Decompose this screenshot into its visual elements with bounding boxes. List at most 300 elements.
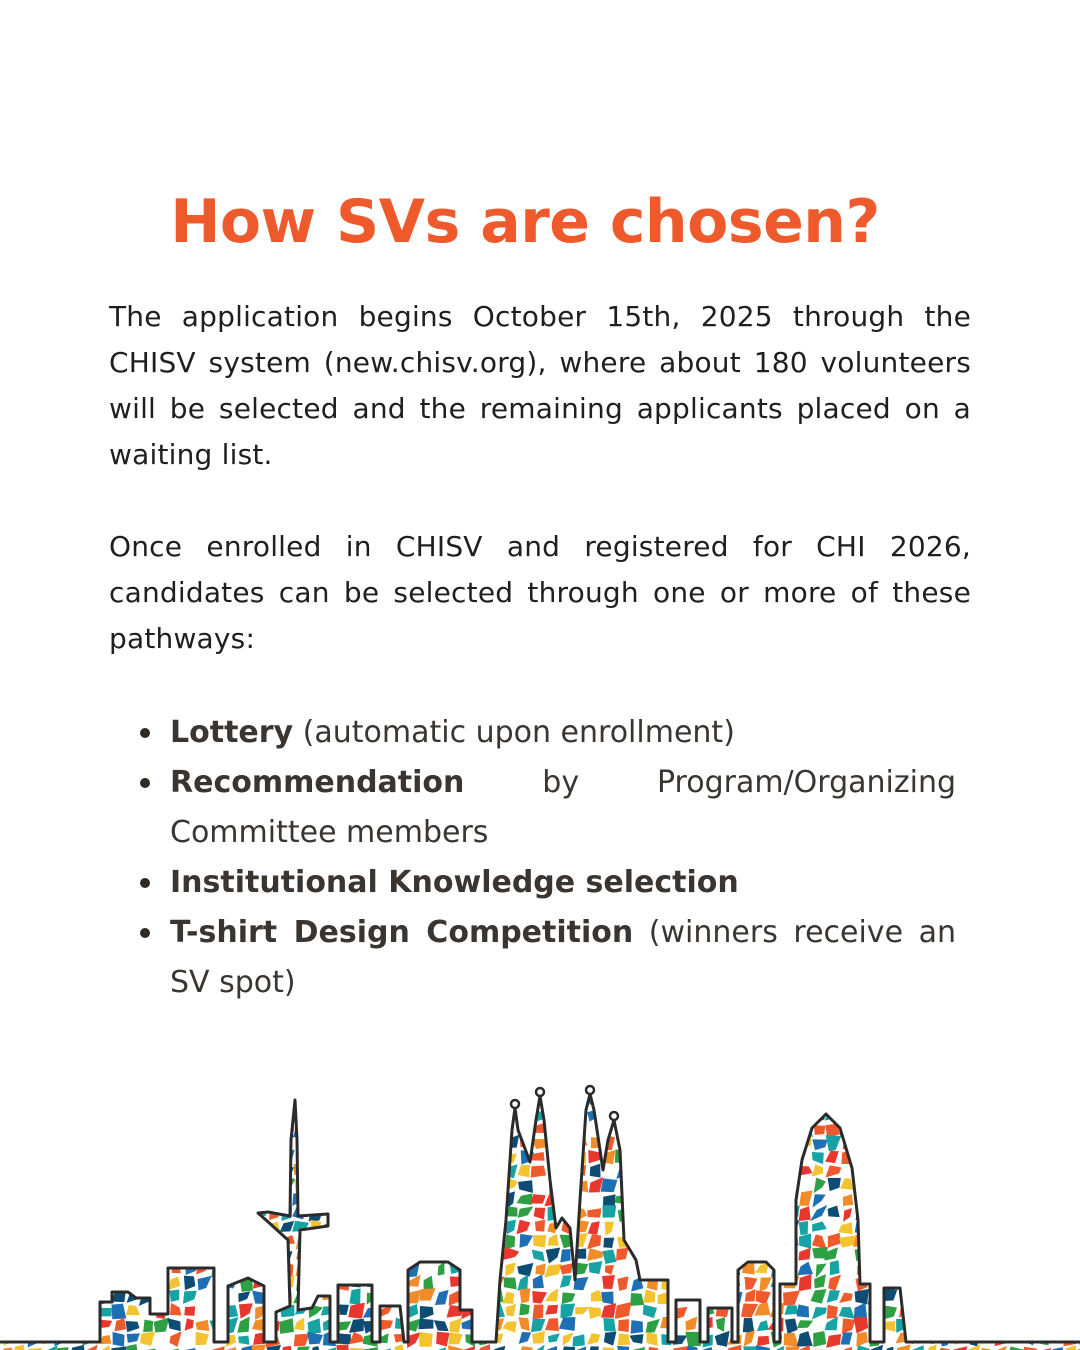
mosaic-tile [994,1304,1010,1318]
mosaic-tile [339,1176,349,1191]
mosaic-tile [156,1080,167,1095]
mosaic-tile [238,1191,249,1203]
mosaic-tile [42,1139,54,1149]
mosaic-tile [40,1192,54,1207]
mosaic-tile [223,1191,238,1204]
mosaic-tile [1035,1192,1049,1207]
mosaic-tile [672,1261,688,1275]
mosaic-tile [306,1247,319,1263]
mosaic-tile [56,1093,69,1110]
mosaic-tile [55,1121,70,1134]
mosaic-tile [953,1280,966,1288]
mosaic-tile [856,1149,867,1164]
mosaic-tile [491,1205,502,1221]
mosaic-tile [783,1108,796,1123]
mosaic-tile [419,1194,432,1205]
mosaic-tile [436,1177,448,1192]
mosaic-tile [997,1221,1009,1231]
mosaic-tile [940,1304,953,1316]
mosaic-tile [1007,1208,1021,1221]
mosaic-tile [40,1236,56,1247]
mosaic-tile [336,1234,347,1248]
mosaic-tile [251,1248,266,1261]
mosaic-tile [756,1248,767,1262]
mosaic-tile [268,1153,276,1165]
mosaic-tile [476,1208,491,1221]
mosaic-tile [870,1107,881,1121]
mosaic-tile [433,1094,450,1105]
mosaic-tile [396,1150,407,1165]
mosaic-tile [224,1166,236,1176]
mosaic-tile [699,1164,713,1179]
mosaic-tile [882,1136,895,1148]
mosaic-tile [969,1332,980,1346]
mosaic-tile [0,1263,14,1274]
mosaic-tile [1037,1303,1049,1315]
mosaic-tile [548,1135,561,1148]
mosaic-tile [349,1135,362,1150]
mosaic-tile [1076,1094,1080,1105]
mosaic-tile [54,1316,70,1333]
mosaic-tile [85,1305,99,1319]
mosaic-tile [348,1153,361,1161]
mosaic-tile [116,1137,126,1151]
mosaic-tile [925,1263,939,1276]
mosaic-tile [68,1149,82,1162]
mosaic-tile [926,1134,939,1148]
mosaic-tile [996,1177,1006,1192]
mosaic-tile [181,1093,195,1109]
mosaic-tile [548,1080,560,1095]
mosaic-tile [349,1218,361,1233]
mosaic-tile [167,1178,182,1190]
mosaic-tile [1049,1107,1065,1122]
mosaic-tile [377,1164,394,1180]
mosaic-tile [266,1135,280,1149]
mosaic-tile [783,1082,799,1094]
mosaic-tile [955,1150,964,1161]
mosaic-tile [898,1262,909,1277]
mosaic-tile [912,1278,924,1291]
mosaic-tile [885,1108,895,1120]
mosaic-tile [364,1179,374,1193]
mosaic-tile [336,1092,350,1105]
mosaic-tile [967,1177,978,1193]
mosaic-tile [368,1123,380,1136]
list-item [140,758,956,858]
mosaic-tile [167,1234,182,1248]
mosaic-tile [796,1080,813,1095]
mosaic-tile [265,1195,277,1207]
mosaic-tile [521,1095,531,1110]
mosaic-tile [252,1234,267,1247]
mosaic-tile [1021,1096,1035,1109]
mosaic-tile [323,1178,335,1190]
mosaic-tile [953,1109,968,1120]
mosaic-tile [952,1264,965,1276]
mosaic-tile [882,1181,895,1192]
mosaic-tile [126,1205,142,1219]
mosaic-tile [829,1082,841,1096]
mosaic-tile [155,1193,169,1206]
mosaic-tile [995,1151,1005,1162]
mosaic-tile [1050,1093,1063,1107]
mosaic-tile [1022,1305,1036,1319]
mosaic-tile [322,1192,335,1205]
mosaic-tile [1036,1291,1048,1305]
mosaic-tile [631,1320,643,1334]
mosaic-tile [897,1221,911,1233]
mosaic-tile [965,1306,980,1318]
mosaic-tile [154,1092,166,1109]
mosaic-tile [98,1081,113,1095]
mosaic-tile [489,1109,501,1121]
mosaic-tile [966,1080,977,1094]
mosaic-tile [170,1192,182,1206]
mosaic-tile [85,1275,99,1290]
mosaic-tile [968,1291,981,1305]
mosaic-tile [475,1247,491,1261]
mosaic-tile [153,1109,168,1120]
mosaic-tile [363,1261,375,1274]
mosaic-tile [686,1248,697,1262]
mosaic-tile [168,1080,180,1094]
mosaic-tile [727,1292,743,1303]
mosaic-tile [465,1233,475,1244]
mosaic-tile [448,1151,463,1164]
mosaic-tile [1008,1179,1023,1194]
mosaic-tile [1049,1274,1065,1289]
mosaic-tile [27,1134,39,1150]
mosaic-tile [1007,1167,1020,1178]
mosaic-tile [437,1235,447,1248]
mosaic-tile [59,1261,68,1276]
mosaic-tile [181,1221,197,1234]
mosaic-tile [1021,1275,1035,1291]
mosaic-tile [265,1290,279,1304]
mosaic-tile [493,1125,505,1134]
mosaic-tile [3,1137,16,1151]
mosaic-tile [418,1319,433,1330]
mosaic-tile [363,1096,379,1108]
mosaic-tile [0,1292,15,1303]
mosaic-tile [1067,1208,1078,1222]
mosaic-tile [951,1194,964,1206]
mosaic-tile [155,1261,167,1276]
mosaic-tile [685,1122,701,1135]
mosaic-tile [769,1095,784,1109]
mosaic-tile [727,1224,741,1231]
mosaic-tile [407,1093,420,1105]
mosaic-tile [222,1178,234,1190]
mosaic-tile [448,1247,458,1260]
mosaic-tile [56,1246,68,1263]
mosaic-tile [82,1290,98,1304]
mosaic-tile [926,1290,934,1305]
mosaic-tile [1067,1220,1078,1235]
mosaic-tile [699,1134,714,1150]
mosaic-tile [226,1219,235,1235]
mosaic-tile [405,1208,420,1221]
mosaic-tile [619,1138,632,1149]
mosaic-tile [212,1151,224,1166]
mosaic-tile [685,1135,700,1150]
mosaic-tile [309,1107,323,1121]
mosaic-tile [139,1149,154,1160]
mosaic-tile [940,1235,954,1247]
mosaic-tile [909,1191,924,1206]
list-item [140,908,956,1008]
mosaic-tile [656,1208,671,1219]
mosaic-tile [476,1109,489,1120]
mosaic-tile [982,1109,992,1119]
mosaic-tile [125,1279,140,1292]
mosaic-tile [349,1097,364,1107]
mosaic-tile [476,1148,492,1164]
mosaic-tile [56,1177,69,1191]
mosaic-tile [128,1136,139,1151]
mosaic-tile [980,1122,993,1138]
mosaic-tile [994,1140,1008,1150]
mosaic-tile [110,1096,126,1108]
mosaic-tile [59,1108,67,1123]
mosaic-tile [197,1236,207,1249]
mosaic-tile [226,1137,239,1150]
spire-tip-icon [586,1086,594,1094]
mosaic-tile [631,1150,645,1164]
mosaic-tile [0,1192,14,1207]
mosaic-tile [674,1193,687,1204]
mosaic-tile [181,1179,195,1193]
mosaic-tile [269,1120,280,1132]
mosaic-tile [1006,1122,1023,1135]
mosaic-tile [965,1276,981,1292]
mosaic-tile [71,1306,82,1316]
mosaic-tile [954,1292,966,1304]
mosaic-tile [896,1209,911,1220]
mosaic-tile [898,1093,907,1109]
mosaic-tile [964,1233,980,1250]
mosaic-tile [741,1162,753,1178]
mosaic-tile [980,1261,992,1276]
mosaic-tile [365,1235,377,1247]
mosaic-tile [1023,1180,1037,1192]
mosaic-tile [30,1205,41,1221]
mosaic-tile [129,1108,137,1120]
mosaic-tile [1,1246,15,1263]
mosaic-tile [376,1122,389,1134]
mosaic-tile [1023,1234,1037,1248]
mosaic-tile [814,1125,825,1135]
mosaic-tile [629,1080,644,1093]
mosaic-tile [99,1264,112,1275]
mosaic-tile [28,1164,41,1176]
mosaic-tile [1064,1093,1077,1105]
mosaic-tile [167,1165,180,1177]
mosaic-tile [153,1150,168,1161]
mosaic-tile [254,1261,265,1275]
mosaic-tile [754,1178,769,1190]
mosaic-tile [783,1136,799,1151]
mosaic-tile [434,1109,446,1121]
mosaic-tile [757,1192,768,1204]
mosaic-tile [1021,1192,1035,1204]
mosaic-tile [629,1195,644,1206]
mosaic-tile [268,1275,282,1291]
mosaic-tile [294,1164,306,1175]
mosaic-tile [139,1193,152,1207]
mosaic-tile [1064,1107,1076,1123]
mosaic-tile [377,1149,391,1162]
mosaic-tile [195,1251,210,1262]
mosaic-tile [239,1136,251,1148]
mosaic-tile [83,1166,96,1179]
mosaic-tile [643,1177,658,1192]
mosaic-tile [27,1190,40,1204]
mosaic-tile [913,1080,923,1095]
mosaic-tile [758,1219,769,1234]
mosaic-tile [227,1080,238,1090]
mosaic-tile [1063,1164,1079,1178]
mosaic-tile [448,1220,464,1235]
mosaic-tile [995,1191,1008,1205]
mosaic-tile [951,1247,965,1262]
mosaic-tile [199,1167,211,1175]
mosaic-tile [754,1107,771,1123]
mosaic-tile [673,1111,687,1123]
mosaic-tile [336,1344,349,1350]
list-item [140,858,956,908]
mosaic-tile [620,1096,630,1107]
mosaic-tile [31,1177,42,1192]
mosaic-tile [955,1302,964,1317]
mosaic-tile [632,1096,641,1109]
spire-tip-icon [536,1088,544,1096]
mosaic-tile [951,1080,966,1093]
mosaic-tile [349,1261,362,1276]
mosaic-tile [405,1178,419,1193]
mosaic-tile [560,1096,574,1109]
mosaic-tile [703,1234,714,1248]
mosaic-tile [754,1123,770,1137]
mosaic-tile [211,1139,224,1147]
mosaic-tile [619,1082,628,1091]
mosaic-tile [99,1093,111,1108]
mosaic-tile [629,1120,642,1132]
mosaic-tile [352,1164,363,1179]
mosaic-tile [168,1136,181,1148]
mosaic-tile [197,1178,212,1192]
mosaic-tile [899,1108,909,1122]
mosaic-tile [727,1163,742,1177]
mosaic-tile [307,1234,321,1248]
mosaic-tile [912,1121,924,1133]
mosaic-tile [855,1289,869,1305]
mosaic-tile [380,1178,392,1191]
mosaic-tile [154,1279,168,1289]
mosaic-tile [784,1153,796,1163]
mosaic-tile [1064,1177,1077,1190]
mosaic-tile [463,1206,472,1219]
mosaic-tile [376,1193,392,1205]
mosaic-tile [476,1236,491,1248]
mosaic-tile [938,1107,951,1123]
mosaic-tile [478,1167,486,1175]
mosaic-tile [953,1318,965,1330]
mosaic-tile [645,1208,660,1218]
mosaic-tile [1066,1304,1077,1315]
mosaic-tile [727,1178,744,1190]
mosaic-tile [996,1110,1007,1120]
mosaic-tile [154,1206,169,1221]
mosaic-tile [712,1275,728,1290]
mosaic-tile [294,1180,306,1194]
mosaic-tile [983,1166,993,1175]
mosaic-tile [772,1152,785,1165]
mosaic-tile [56,1162,71,1175]
mosaic-tile [742,1221,754,1232]
mosaic-tile [699,1252,715,1263]
mosaic-tile [713,1207,728,1220]
mosaic-tile [951,1135,965,1150]
mosaic-tile [447,1082,461,1093]
mosaic-tile [83,1206,99,1221]
mosaic-tile [997,1276,1005,1292]
mosaic-tile [853,1081,865,1091]
mosaic-tile [966,1206,978,1222]
mosaic-tile [925,1276,940,1291]
mosaic-tile [869,1080,883,1094]
bullet-icon [140,878,150,888]
mosaic-tile [1067,1293,1079,1304]
mosaic-tile [911,1304,923,1318]
mosaic-tile [519,1303,530,1315]
mosaic-tile [1064,1234,1077,1246]
mosaic-tile [182,1165,196,1178]
mosaic-tile [685,1151,699,1164]
mosaic-tile [45,1178,53,1191]
mosaic-tile [868,1096,883,1108]
mosaic-tile [516,1108,534,1121]
mosaic-tile [674,1179,687,1194]
mosaic-tile [241,1107,253,1120]
mosaic-tile [994,1123,1006,1134]
mosaic-tile [940,1179,952,1188]
mosaic-tile [939,1208,954,1221]
mosaic-tile [15,1134,30,1149]
mosaic-tile [13,1274,27,1290]
mosaic-tile [576,1109,584,1120]
mosaic-tile [169,1204,181,1221]
mosaic-tile [866,1151,883,1163]
mosaic-tile [224,1096,238,1106]
mosaic-tile [72,1263,82,1276]
bullet-icon [140,728,150,738]
mosaic-tile [377,1292,393,1305]
mosaic-tile [180,1137,195,1149]
mosaic-tile [85,1081,98,1092]
mosaic-tile [13,1262,29,1275]
mosaic-tile [911,1205,926,1221]
mosaic-tile [461,1122,472,1138]
mosaic-tile [28,1123,42,1136]
mosaic-tile [476,1122,491,1135]
mosaic-tile [671,1153,688,1163]
mosaic-tile [436,1207,447,1219]
mosaic-tile [1021,1121,1035,1135]
mosaic-tile [56,1191,69,1207]
mosaic-tile [211,1107,222,1120]
